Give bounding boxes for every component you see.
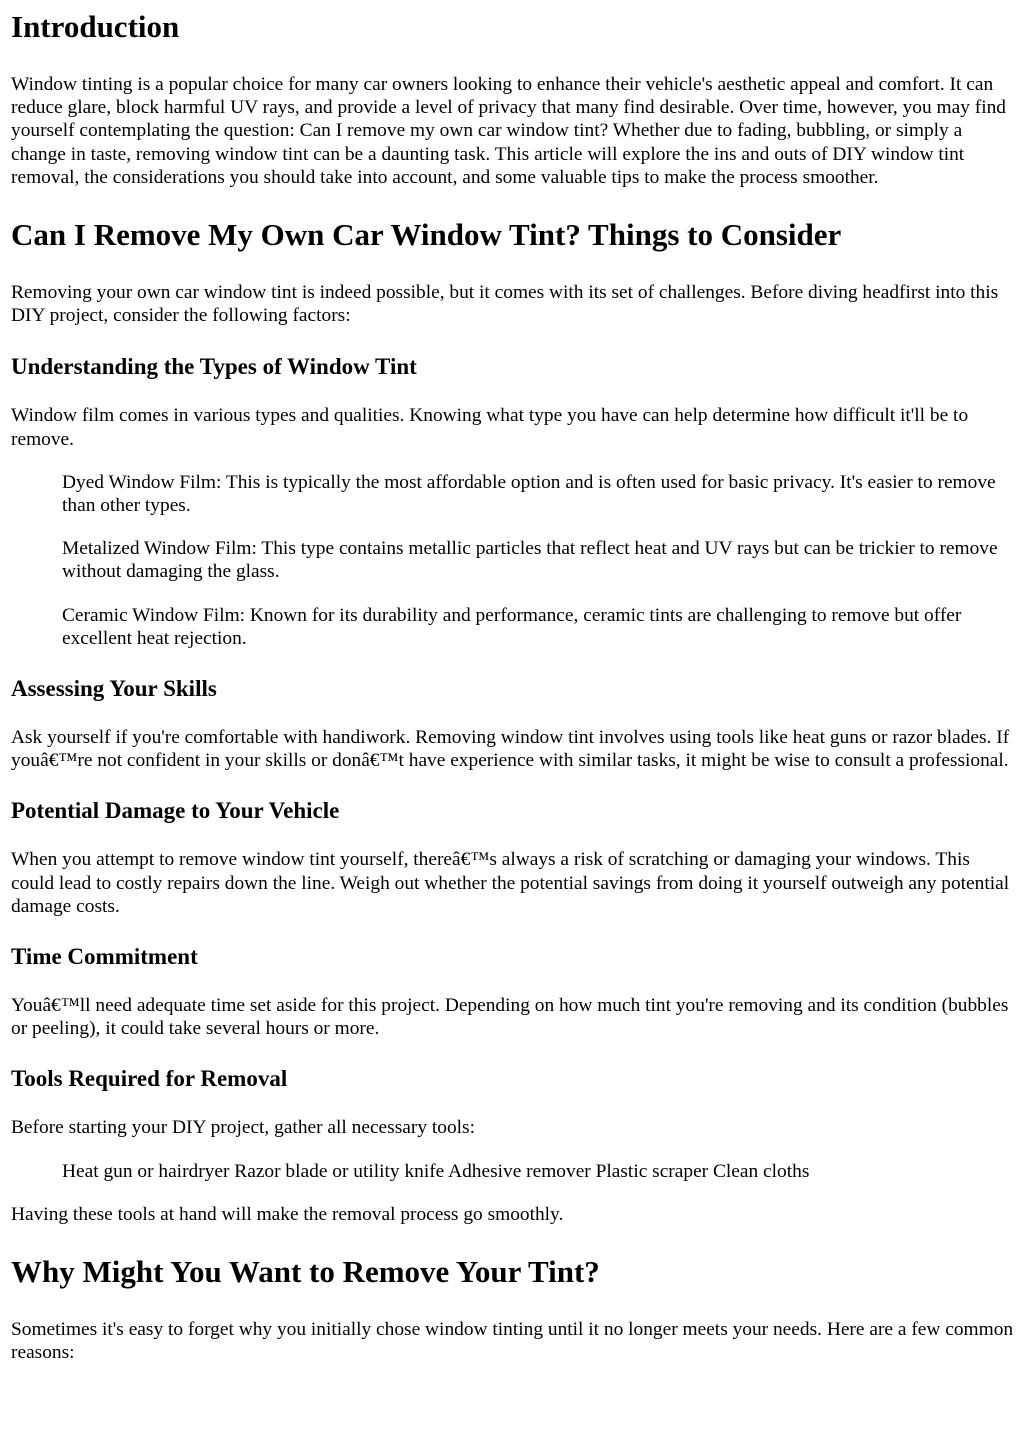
types-item-dyed: Dyed Window Film: This is typically the most affordable option and is often used for basic privacy. It's easier to remove than other types. [62, 471, 996, 517]
tools-heading: Tools Required for Removal [11, 1066, 288, 1092]
tools-after-paragraph: Having these tools at hand will make the removal process go smoothly. [11, 1203, 564, 1225]
damage-paragraph: When you attempt to remove window tint yourself, thereâ€™s always a risk of scratching or damaging your windows. This could lead to costly repairs down the line. Weigh out whether the potential savings from doing it yourself outweigh any potential damage costs. [11, 849, 1010, 917]
time-paragraph: Youâ€™ll need adequate time set aside for this project. Depending on how much tint you're removing and its condition (bubbles or peeling), it could take several hours or more. [11, 995, 1009, 1040]
considerations-paragraph: Removing your own car window tint is indeed possible, but it comes with its set of challenges. Before diving headfirst into this DIY project, consider the following factors: [11, 282, 999, 327]
why-heading: Why Might You Want to Remove Your Tint? [11, 1254, 600, 1290]
tools-list: Heat gun or hairdryer Razor blade or utility knife Adhesive remover Plastic scraper Clean cloths [62, 1160, 810, 1182]
types-paragraph: Window film comes in various types and qualities. Knowing what type you have can help determine how difficult it'll be to remove. [11, 405, 969, 450]
why-paragraph: Sometimes it's easy to forget why you initially chose window tinting until it no longer meets your needs. Here are a few common reasons: [11, 1319, 1014, 1364]
introduction-heading: Introduction [11, 9, 180, 44]
types-item-metalized: Metalized Window Film: This type contains metallic particles that reflect heat and UV rays but can be trickier to remove without damaging the glass. [62, 538, 998, 583]
introduction-paragraph: Window tinting is a popular choice for many car owners looking to enhance their vehicle's aesthetic appeal and comfort. It can reduce glare, block harmful UV rays, and provide a level of privacy that many find desirable. Over time, however, you may find yourself contemplating the question: Can I remove my own car window tint? Whether due to fading, bubbling, or simply a change in taste, removing window tint can be a daunting task. This article will explore the ins and outs of DIY window tint removal, the considerations you should take into account, and some valuable tips to make the process smoother. [11, 74, 1006, 188]
skills-paragraph: Ask yourself if you're comfortable with handiwork. Removing window tint involves using tools like heat guns or razor blades. If youâ€™re not confident in your skills or donâ€™t have experience with similar tasks, it might be wise to consult a professional. [11, 727, 1010, 772]
types-heading: Understanding the Types of Window Tint [11, 354, 417, 380]
considerations-heading: Can I Remove My Own Car Window Tint? Things to Consider [11, 217, 842, 253]
types-item-ceramic: Ceramic Window Film: Known for its durability and performance, ceramic tints are challenging to remove but offer excellent heat rejection. [62, 604, 962, 649]
time-heading: Time Commitment [11, 944, 198, 970]
tools-paragraph: Before starting your DIY project, gather all necessary tools: [11, 1117, 475, 1139]
damage-heading: Potential Damage to Your Vehicle [11, 798, 340, 824]
skills-heading: Assessing Your Skills [11, 676, 217, 702]
